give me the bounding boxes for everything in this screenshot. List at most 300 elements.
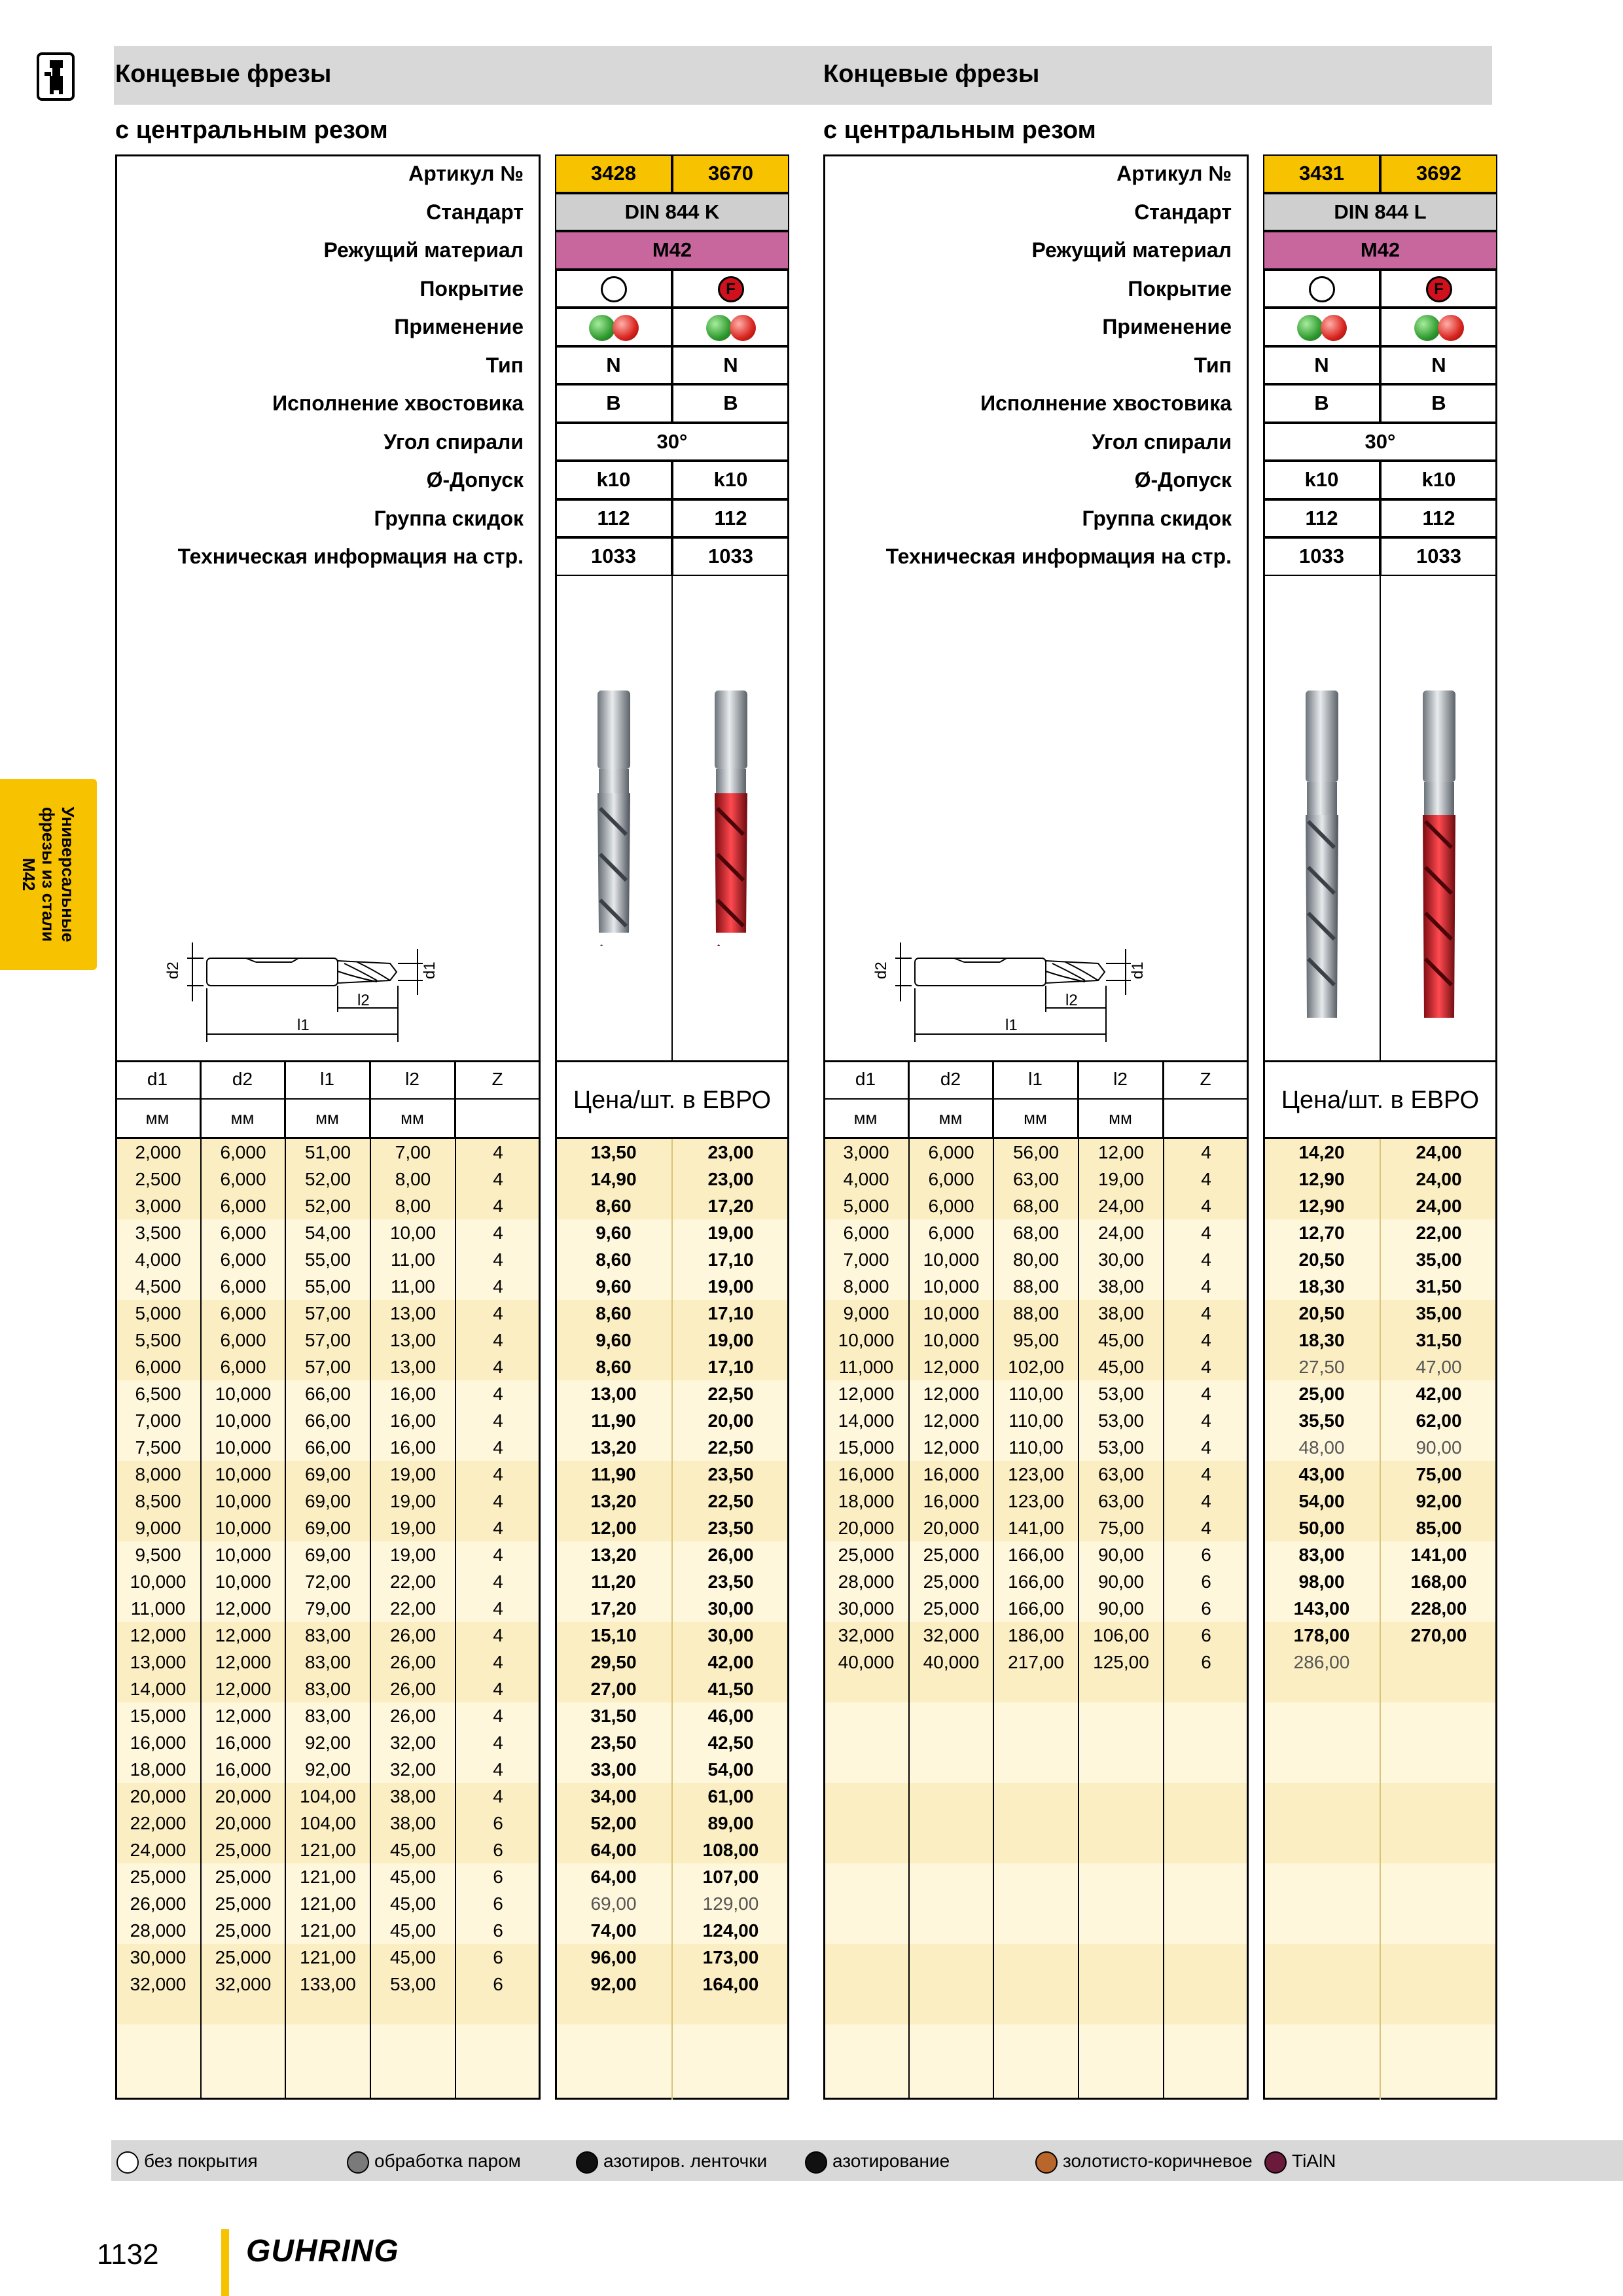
cell-d1: 40,000 [838, 1652, 895, 1672]
price-value: 143,00 [1293, 1598, 1350, 1619]
cell-Z: 4 [1201, 1384, 1211, 1404]
subtitle-left: с центральным резом [115, 117, 388, 144]
price-value: 8,60 [596, 1249, 632, 1270]
cell-Z: 6 [1201, 1545, 1211, 1565]
price-header-divider [1263, 1060, 1497, 1062]
property-label: Покрытие [419, 276, 524, 300]
legend-label: азотиров. ленточки [603, 2151, 768, 2171]
cell-l2: 26,00 [389, 1625, 437, 1645]
price-value: 30,00 [707, 1598, 754, 1619]
green-ball-icon [1414, 315, 1440, 341]
cell-Z: 4 [493, 1732, 503, 1753]
cell-l2: 38,00 [389, 1813, 437, 1833]
price-value: 96,00 [590, 1947, 637, 1967]
price-value: 8,60 [596, 1357, 632, 1377]
cell-d1: 15,000 [130, 1706, 187, 1726]
property-label: Группа скидок [374, 506, 524, 530]
cell-Z: 4 [493, 1303, 503, 1323]
property-label: Группа скидок [1082, 506, 1232, 530]
cell-d2: 25,000 [215, 1893, 272, 1914]
svg-text:d1: d1 [421, 961, 438, 979]
cell-Z: 4 [1201, 1223, 1211, 1243]
price-value: 23,00 [707, 1169, 754, 1189]
cell-l2: 8,00 [395, 1169, 431, 1189]
price-value: 43,00 [1298, 1464, 1345, 1484]
price-value: 12,70 [1298, 1223, 1345, 1243]
cell-d1: 2,000 [135, 1142, 181, 1162]
cell-l1: 88,00 [1012, 1303, 1060, 1323]
cell-l2: 38,00 [389, 1786, 437, 1806]
cell-l1: 68,00 [1012, 1223, 1060, 1243]
red-ball-icon [1438, 315, 1464, 341]
price-value: 22,50 [707, 1491, 754, 1511]
cell-l1: 186,00 [1008, 1625, 1064, 1645]
cell-l1: 57,00 [304, 1357, 351, 1377]
cell-d1: 12,000 [130, 1625, 187, 1645]
cell-Z: 4 [493, 1357, 503, 1377]
legend-label: TiAlN [1292, 2151, 1336, 2171]
cell-l1: 123,00 [1008, 1491, 1064, 1511]
cell-d2: 6,000 [220, 1142, 266, 1162]
tolerance-value: k10 [1380, 461, 1497, 499]
cell-l2: 16,00 [389, 1410, 437, 1431]
price-value: 26,00 [707, 1545, 754, 1565]
unit-label: мм [115, 1098, 201, 1138]
price-header: Цена/шт. в ЕВРО [1281, 1086, 1480, 1114]
cell-d2: 12,000 [215, 1598, 272, 1619]
cell-l2: 22,00 [389, 1571, 437, 1592]
property-label: Исполнение хвостовика [980, 391, 1232, 415]
price-value: 286,00 [1293, 1652, 1350, 1672]
tolerance-value: k10 [1263, 461, 1380, 499]
price-value: 164,00 [702, 1974, 759, 1994]
price-value: 11,20 [591, 1571, 636, 1592]
application-cell [1263, 308, 1380, 346]
cell-d1: 7,000 [135, 1410, 181, 1431]
cell-d1: 12,000 [838, 1384, 895, 1404]
side-tab-line1: Универсальные [58, 806, 78, 942]
price-value: 50,00 [1298, 1518, 1345, 1538]
cell-d2: 10,000 [215, 1410, 272, 1431]
column-header-d1: d1 [823, 1060, 909, 1098]
cell-l1: 121,00 [300, 1840, 356, 1860]
cell-l2: 53,00 [1097, 1384, 1145, 1404]
cell-d2: 10,000 [923, 1303, 980, 1323]
legend-item [347, 2149, 521, 2173]
price-value: 17,10 [707, 1303, 754, 1323]
column-header-d2: d2 [909, 1060, 993, 1098]
unit-label: мм [370, 1098, 455, 1138]
cell-l2: 16,00 [389, 1437, 437, 1458]
cell-l1: 95,00 [1012, 1330, 1060, 1350]
cell-l1: 92,00 [304, 1759, 351, 1780]
price-value: 31,50 [590, 1706, 637, 1726]
cell-l1: 92,00 [304, 1732, 351, 1753]
tech-page-value: 1033 [672, 537, 789, 576]
cell-Z: 4 [493, 1196, 503, 1216]
cell-d1: 10,000 [130, 1571, 187, 1592]
legend-item [116, 2149, 258, 2173]
cell-d2: 10,000 [923, 1276, 980, 1297]
cell-d2: 12,000 [215, 1706, 272, 1726]
price-value [1380, 1649, 1497, 1676]
helix-value: 30° [1263, 423, 1497, 461]
coated-end-mill-image [1410, 691, 1469, 1031]
property-label: Тип [486, 353, 524, 377]
price-value: 48,00 [1298, 1437, 1345, 1458]
price-value: 173,00 [702, 1947, 759, 1967]
column-header-d1: d1 [115, 1060, 201, 1098]
price-value: 92,00 [1416, 1491, 1462, 1511]
cell-d1: 24,000 [130, 1840, 187, 1860]
cell-l2: 53,00 [1097, 1410, 1145, 1431]
price-value: 35,00 [1416, 1249, 1462, 1270]
cell-l2: 13,00 [389, 1330, 437, 1350]
cell-Z: 4 [493, 1330, 503, 1350]
price-value: 9,60 [596, 1276, 632, 1297]
price-value: 107,00 [702, 1867, 759, 1887]
cell-d1: 5,000 [135, 1303, 181, 1323]
cell-Z: 4 [493, 1598, 503, 1619]
cell-l1: 55,00 [304, 1249, 351, 1270]
cell-d2: 6,000 [220, 1223, 266, 1243]
price-value: 23,50 [707, 1518, 754, 1538]
tolerance-value: k10 [672, 461, 789, 499]
cell-Z: 6 [493, 1893, 503, 1914]
cell-l1: 166,00 [1008, 1598, 1064, 1619]
cell-Z: 4 [493, 1410, 503, 1431]
cell-Z: 4 [1201, 1330, 1211, 1350]
cell-Z: 6 [1201, 1571, 1211, 1592]
legend-item [576, 2149, 767, 2173]
price-value: 14,90 [590, 1169, 637, 1189]
cell-l1: 166,00 [1008, 1545, 1064, 1565]
legend-label: без покрытия [144, 2151, 258, 2171]
cell-Z: 4 [493, 1276, 503, 1297]
cell-d2: 6,000 [220, 1357, 266, 1377]
column-header-l2: l2 [1079, 1060, 1164, 1098]
cell-l1: 79,00 [304, 1598, 351, 1619]
tech-page-value: 1033 [1263, 537, 1380, 576]
cell-Z: 4 [493, 1652, 503, 1672]
price-value: 17,20 [707, 1196, 754, 1216]
cell-l1: 133,00 [300, 1974, 356, 1994]
price-value: 64,00 [590, 1867, 637, 1887]
cell-d1: 8,000 [843, 1276, 889, 1297]
cutter-symbol-icon [43, 59, 69, 96]
discount-value: 112 [1263, 499, 1380, 538]
type-value: N [1380, 346, 1497, 385]
cell-d2: 25,000 [215, 1920, 272, 1941]
price-value: 11,90 [591, 1464, 636, 1484]
tech-page-value: 1033 [1380, 537, 1497, 576]
cell-l1: 57,00 [304, 1303, 351, 1323]
price-value: 24,00 [1416, 1169, 1462, 1189]
cell-l2: 45,00 [389, 1840, 437, 1860]
footer-accent-bar [221, 2229, 229, 2296]
cell-l2: 22,00 [389, 1598, 437, 1619]
type-value: N [555, 346, 672, 385]
brand-logo-icon [37, 52, 75, 101]
cell-l2: 106,00 [1093, 1625, 1149, 1645]
cell-Z: 4 [1201, 1357, 1211, 1377]
price-value: 228,00 [1410, 1598, 1467, 1619]
column-header-l1: l1 [993, 1060, 1079, 1098]
cell-l2: 11,00 [391, 1276, 435, 1297]
cell-Z: 4 [1201, 1249, 1211, 1270]
price-value: 25,00 [1298, 1384, 1345, 1404]
legend-label: золотисто-коричневое [1063, 2151, 1253, 2171]
price-value: 54,00 [707, 1759, 754, 1780]
cell-l2: 38,00 [1097, 1303, 1145, 1323]
cell-l1: 66,00 [304, 1384, 351, 1404]
price-value: 22,50 [707, 1437, 754, 1458]
cell-l1: 123,00 [1008, 1464, 1064, 1484]
price-value: 13,50 [590, 1142, 637, 1162]
price-value: 62,00 [1416, 1410, 1462, 1431]
price-value: 23,00 [707, 1142, 754, 1162]
discount-value: 112 [555, 499, 672, 538]
cell-l2: 16,00 [389, 1384, 437, 1404]
coating-f-icon: F [1426, 276, 1452, 302]
cell-Z: 4 [1201, 1518, 1211, 1538]
price-value: 19,00 [707, 1276, 754, 1297]
svg-text:l1: l1 [1005, 1016, 1018, 1034]
row-band [825, 1944, 1247, 2024]
cell-l1: 121,00 [300, 1947, 356, 1967]
price-value: 17,10 [707, 1357, 754, 1377]
property-label: Ø-Допуск [1134, 468, 1232, 492]
cell-l2: 53,00 [389, 1974, 437, 1994]
cell-Z: 6 [493, 1840, 503, 1860]
application-cell [672, 308, 789, 346]
price-value: 75,00 [1416, 1464, 1462, 1484]
cell-d1: 5,500 [135, 1330, 181, 1350]
cell-l1: 217,00 [1008, 1652, 1064, 1672]
type-value: N [672, 346, 789, 385]
cell-Z: 4 [493, 1142, 503, 1162]
cell-Z: 6 [1201, 1598, 1211, 1619]
cell-d1: 18,000 [130, 1759, 187, 1780]
cell-l2: 24,00 [1097, 1196, 1145, 1216]
cell-Z: 4 [1201, 1169, 1211, 1189]
price-value: 11,90 [591, 1410, 636, 1431]
price-value: 23,50 [590, 1732, 637, 1753]
cell-d2: 20,000 [215, 1813, 272, 1833]
price-value: 35,50 [1298, 1410, 1345, 1431]
cell-Z: 4 [493, 1437, 503, 1458]
cell-l2: 13,00 [389, 1303, 437, 1323]
property-label: Стандарт [1134, 200, 1232, 224]
price-value: 19,00 [707, 1223, 754, 1243]
cell-d2: 6,000 [220, 1169, 266, 1189]
cell-Z: 4 [493, 1679, 503, 1699]
cell-l1: 110,00 [1008, 1410, 1063, 1431]
price-value: 22,50 [707, 1384, 754, 1404]
cell-Z: 4 [493, 1545, 503, 1565]
coating-swatch-icon [1264, 2151, 1287, 2174]
price-value: 13,20 [590, 1491, 637, 1511]
cell-d1: 7,000 [843, 1249, 889, 1270]
price-header-divider [555, 1060, 789, 1062]
section-side-tab[interactable] [0, 779, 97, 970]
cell-l2: 75,00 [1097, 1518, 1145, 1538]
subtitle-right: с центральным резом [823, 117, 1096, 144]
cell-d2: 25,000 [923, 1598, 980, 1619]
price-value: 46,00 [707, 1706, 754, 1726]
price-value: 52,00 [590, 1813, 637, 1833]
coating-cell [1263, 270, 1380, 308]
cell-d1: 30,000 [838, 1598, 895, 1619]
column-header-Z: Z [1164, 1060, 1249, 1098]
price-value: 92,00 [590, 1974, 637, 1994]
price-value: 20,50 [1298, 1303, 1345, 1323]
property-label: Тип [1194, 353, 1232, 377]
cell-l2: 8,00 [395, 1196, 431, 1216]
tolerance-value: k10 [555, 461, 672, 499]
svg-text:d2: d2 [164, 961, 182, 979]
price-value: 124,00 [702, 1920, 759, 1941]
cell-l2: 11,00 [391, 1249, 435, 1270]
cell-Z: 4 [493, 1518, 503, 1538]
price-value: 64,00 [590, 1840, 637, 1860]
cell-d2: 6,000 [928, 1196, 974, 1216]
cell-d1: 15,000 [838, 1437, 895, 1458]
row-band [825, 1783, 1247, 1863]
cell-l1: 83,00 [304, 1679, 351, 1699]
cell-d1: 4,000 [843, 1169, 889, 1189]
coating-swatch-icon [116, 2151, 139, 2174]
cell-Z: 4 [1201, 1437, 1211, 1458]
row-band [825, 1702, 1247, 1783]
property-label: Артикул № [408, 162, 524, 185]
cell-l2: 90,00 [1097, 1571, 1145, 1592]
cell-d1: 8,500 [135, 1491, 181, 1511]
price-value: 42,00 [1416, 1384, 1462, 1404]
svg-text:l1: l1 [297, 1016, 310, 1034]
cell-l1: 121,00 [300, 1893, 356, 1914]
article-number: 3431 [1263, 154, 1380, 193]
price-value: 13,00 [590, 1384, 637, 1404]
cell-l2: 19,00 [389, 1518, 437, 1538]
cell-d1: 9,500 [135, 1545, 181, 1565]
price-value: 33,00 [590, 1759, 637, 1780]
discount-value: 112 [672, 499, 789, 538]
price-value: 12,90 [1298, 1196, 1345, 1216]
cell-l1: 88,00 [1012, 1276, 1060, 1297]
price-value: 15,10 [590, 1625, 637, 1645]
cell-Z: 4 [493, 1491, 503, 1511]
cell-d1: 9,000 [135, 1518, 181, 1538]
cell-Z: 4 [493, 1464, 503, 1484]
property-label: Применение [1102, 315, 1232, 338]
red-ball-icon [1321, 315, 1347, 341]
cell-l1: 55,00 [304, 1276, 351, 1297]
unit-label: мм [201, 1098, 285, 1138]
cell-Z: 6 [493, 1867, 503, 1887]
coating-cell [555, 270, 672, 308]
cell-l1: 72,00 [304, 1571, 351, 1592]
price-value: 8,60 [596, 1303, 632, 1323]
price-value: 35,00 [1416, 1303, 1462, 1323]
cell-d2: 6,000 [220, 1330, 266, 1350]
svg-text:d2: d2 [872, 961, 890, 979]
cell-l2: 45,00 [389, 1867, 437, 1887]
cell-l2: 90,00 [1097, 1545, 1145, 1565]
standard-value: DIN 844 K [555, 193, 789, 232]
legend-label: азотирование [832, 2151, 950, 2171]
cell-d2: 6,000 [220, 1276, 266, 1297]
price-value: 19,00 [707, 1330, 754, 1350]
property-label: Исполнение хвостовика [272, 391, 524, 415]
shank-value: B [672, 384, 789, 423]
cell-d1: 11,000 [838, 1357, 894, 1377]
price-value: 270,00 [1410, 1625, 1467, 1645]
cell-d2: 10,000 [215, 1518, 272, 1538]
cell-l2: 26,00 [389, 1679, 437, 1699]
coating-swatch-icon [576, 2151, 598, 2174]
cell-Z: 4 [493, 1384, 503, 1404]
helix-value: 30° [555, 423, 789, 461]
cell-l1: 52,00 [304, 1169, 351, 1189]
price-value: 22,00 [1416, 1223, 1462, 1243]
cell-l2: 32,00 [389, 1732, 437, 1753]
coating-f-icon: F [718, 276, 744, 302]
price-value: 23,50 [707, 1464, 754, 1484]
row-band [825, 2024, 1247, 2098]
price-value: 108,00 [702, 1840, 759, 1860]
price-value: 34,00 [590, 1786, 637, 1806]
price-value: 9,60 [596, 1330, 632, 1350]
property-label: Угол спирали [383, 429, 524, 454]
cell-d2: 25,000 [923, 1571, 980, 1592]
cell-d2: 25,000 [923, 1545, 980, 1565]
cell-d2: 10,000 [923, 1249, 980, 1270]
cell-l1: 141,00 [1008, 1518, 1064, 1538]
article-number: 3692 [1380, 154, 1497, 193]
column-header-l1: l1 [285, 1060, 370, 1098]
coating-cell [1380, 270, 1497, 308]
cell-d2: 16,000 [923, 1464, 980, 1484]
cell-Z: 4 [493, 1706, 503, 1726]
cell-Z: 4 [493, 1223, 503, 1243]
price-value: 31,50 [1416, 1276, 1462, 1297]
cell-l2: 90,00 [1097, 1598, 1145, 1619]
cell-l2: 12,00 [1097, 1142, 1145, 1162]
price-value: 27,00 [590, 1679, 637, 1699]
price-value: 83,00 [1298, 1545, 1345, 1565]
legend-item [805, 2149, 950, 2173]
price-value: 17,20 [590, 1598, 637, 1619]
cell-d1: 32,000 [130, 1974, 187, 1994]
shank-value: B [1380, 384, 1497, 423]
price-value: 41,50 [707, 1679, 754, 1699]
price-value: 18,30 [1298, 1276, 1345, 1297]
cell-Z: 4 [1201, 1142, 1211, 1162]
unit-label: мм [993, 1098, 1079, 1138]
price-value: 47,00 [1416, 1357, 1462, 1377]
cell-l2: 10,00 [389, 1223, 437, 1243]
property-label: Угол спирали [1092, 429, 1232, 454]
cell-l2: 45,00 [389, 1893, 437, 1914]
cell-l2: 24,00 [1097, 1223, 1145, 1243]
cell-l1: 63,00 [1012, 1169, 1060, 1189]
side-tab-line3: M42 [19, 857, 39, 891]
green-ball-icon [589, 315, 615, 341]
cell-l1: 51,00 [304, 1142, 351, 1162]
cell-d1: 13,000 [130, 1652, 187, 1672]
shank-value: B [555, 384, 672, 423]
